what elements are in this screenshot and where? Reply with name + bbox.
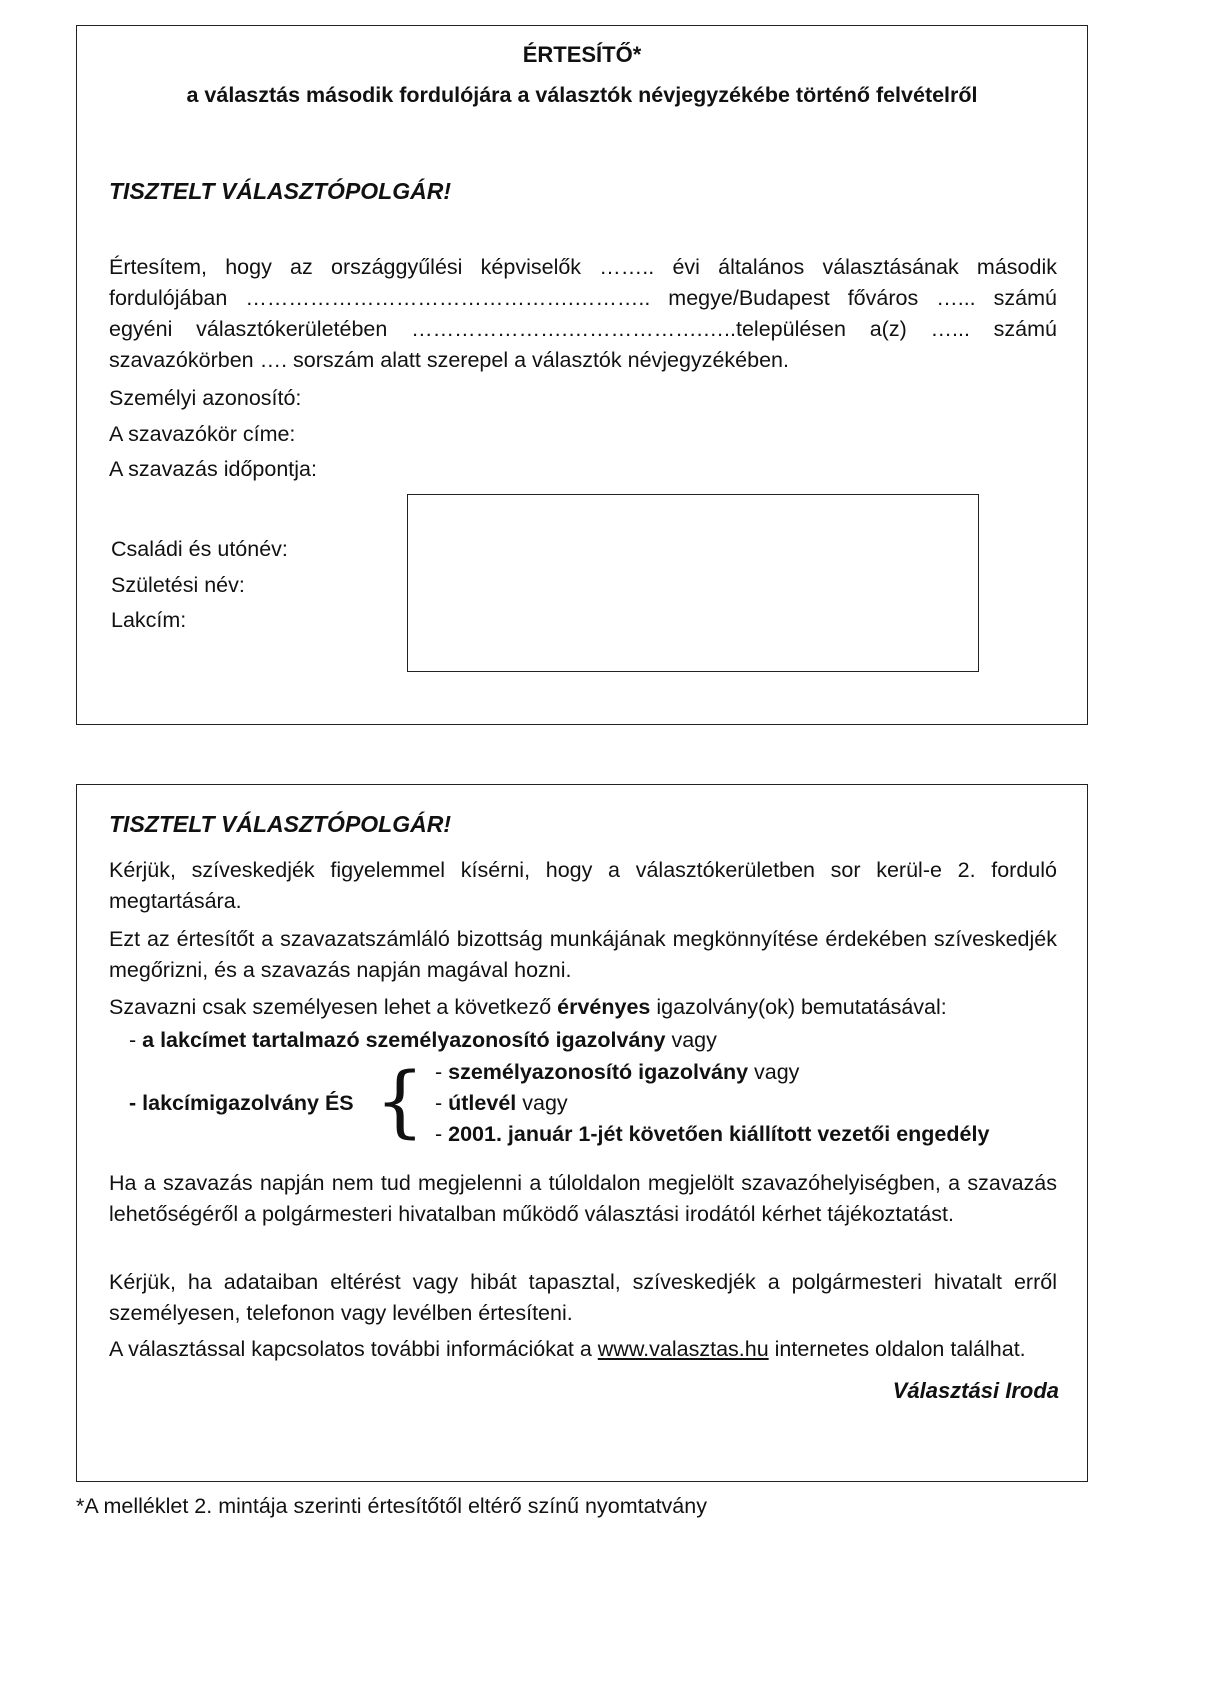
id-sub-option-3 (435, 1119, 989, 1150)
birth-name-label: Születési név: (111, 573, 245, 597)
paragraph-follow-round: Kérjük, szíveskedjék figyelemmel kísérni, hogy a választókerületben sor kerül-e 2. forduló megtartására. (109, 858, 1057, 913)
id-sub-option-1 (435, 1057, 799, 1088)
document-subtitle: a választás második fordulójára a választók névjegyzékébe történő felvételről (186, 83, 978, 107)
dash: - (435, 1060, 449, 1084)
id-option-1-bold: a lakcímet tartalmazó személyazonosító igazolvány (142, 1028, 666, 1052)
paragraph-absence-info: Ha a szavazás napján nem tud megjelenni a túloldalon megjelölt szavazóhelyiségben, a szavazás lehetőségéről a polgármesteri hivatalban működő választási irodától kérhet tájékoztatást. (109, 1171, 1057, 1226)
id-sub-option-2-rest: vagy (516, 1091, 568, 1115)
intro-line: egyéni választókerületében ………………….……………….…..településen a(z) …... számú (109, 317, 1057, 341)
greeting: TISZTELT VÁLASZTÓPOLGÁR! (109, 178, 451, 204)
dash: - (435, 1122, 449, 1146)
id-sub-option-2 (435, 1088, 568, 1119)
notification-card-front (76, 25, 1088, 725)
id-option-2-label: - lakcímigazolvány ÉS (129, 1091, 354, 1115)
voting-time-label: A szavazás időpontja: (109, 457, 317, 481)
intro-paragraph (109, 252, 1057, 376)
personal-id-label: Személyi azonosító: (109, 386, 302, 410)
more-info-text: internetes oldalon találhat. (768, 1337, 1026, 1361)
more-info-text: A választással kapcsolatos további információkat a (109, 1337, 598, 1361)
address-label: Lakcím: (111, 608, 187, 632)
id-sub-option-2-bold: útlevél (448, 1091, 517, 1115)
intro-line: Értesítem, hogy az országgyűlési képviselők …….. évi általános választásának második (109, 255, 1057, 279)
id-sub-option-1-rest: vagy (748, 1060, 800, 1084)
id-sub-option-1-bold: személyazonosító igazolvány (448, 1060, 749, 1084)
paragraph-keep-notice: Ezt az értesítőt a szavazatszámláló bizottság munkájának megkönnyítése érdekében szíveskedjék megőrizni, és a szavazás napján magával hozni. (109, 927, 1057, 982)
id-sub-option-3-bold: 2001. január 1-jét követően kiállított vezetői engedély (448, 1122, 990, 1146)
id-option-1-rest: vagy (665, 1028, 717, 1052)
signature: Választási Iroda (892, 1378, 1059, 1403)
id-option-1 (129, 1025, 717, 1056)
dash: - (129, 1028, 143, 1052)
valid-emphasis: érvényes (557, 995, 651, 1019)
dash: - (435, 1091, 449, 1115)
id-requirement-text: igazolvány(ok) bemutatásával: (650, 995, 947, 1019)
footnote: *A melléklet 2. mintája szerinti értesítőtől eltérő színű nyomtatvány (76, 1494, 707, 1518)
paragraph-more-info (109, 1334, 1026, 1365)
website-link[interactable]: www.valasztas.hu (597, 1337, 769, 1361)
curly-brace: { (375, 1057, 425, 1147)
greeting: TISZTELT VÁLASZTÓPOLGÁR! (109, 811, 451, 837)
name-label: Családi és utónév: (111, 537, 288, 561)
document-title: ÉRTESÍTŐ* (522, 42, 642, 67)
paragraph-id-requirement (109, 992, 947, 1023)
paragraph-report-errors: Kérjük, ha adataiban eltérést vagy hibát tapasztal, szíveskedjék a polgármesteri hivatalt erről személyesen, telefonon vagy levélben értesíteni. (109, 1270, 1057, 1325)
intro-line: szavazókörben …. sorszám alatt szerepel a választók névjegyzékében. (109, 348, 789, 372)
id-requirement-text: Szavazni csak személyesen lehet a következő (109, 995, 558, 1019)
notification-card-back (76, 784, 1088, 1482)
polling-address-label: A szavazókör címe: (109, 422, 296, 446)
intro-line: fordulójában ……………………………………….……….. megye/Budapest főváros …... számú (109, 286, 1057, 310)
address-window-box (407, 494, 979, 672)
